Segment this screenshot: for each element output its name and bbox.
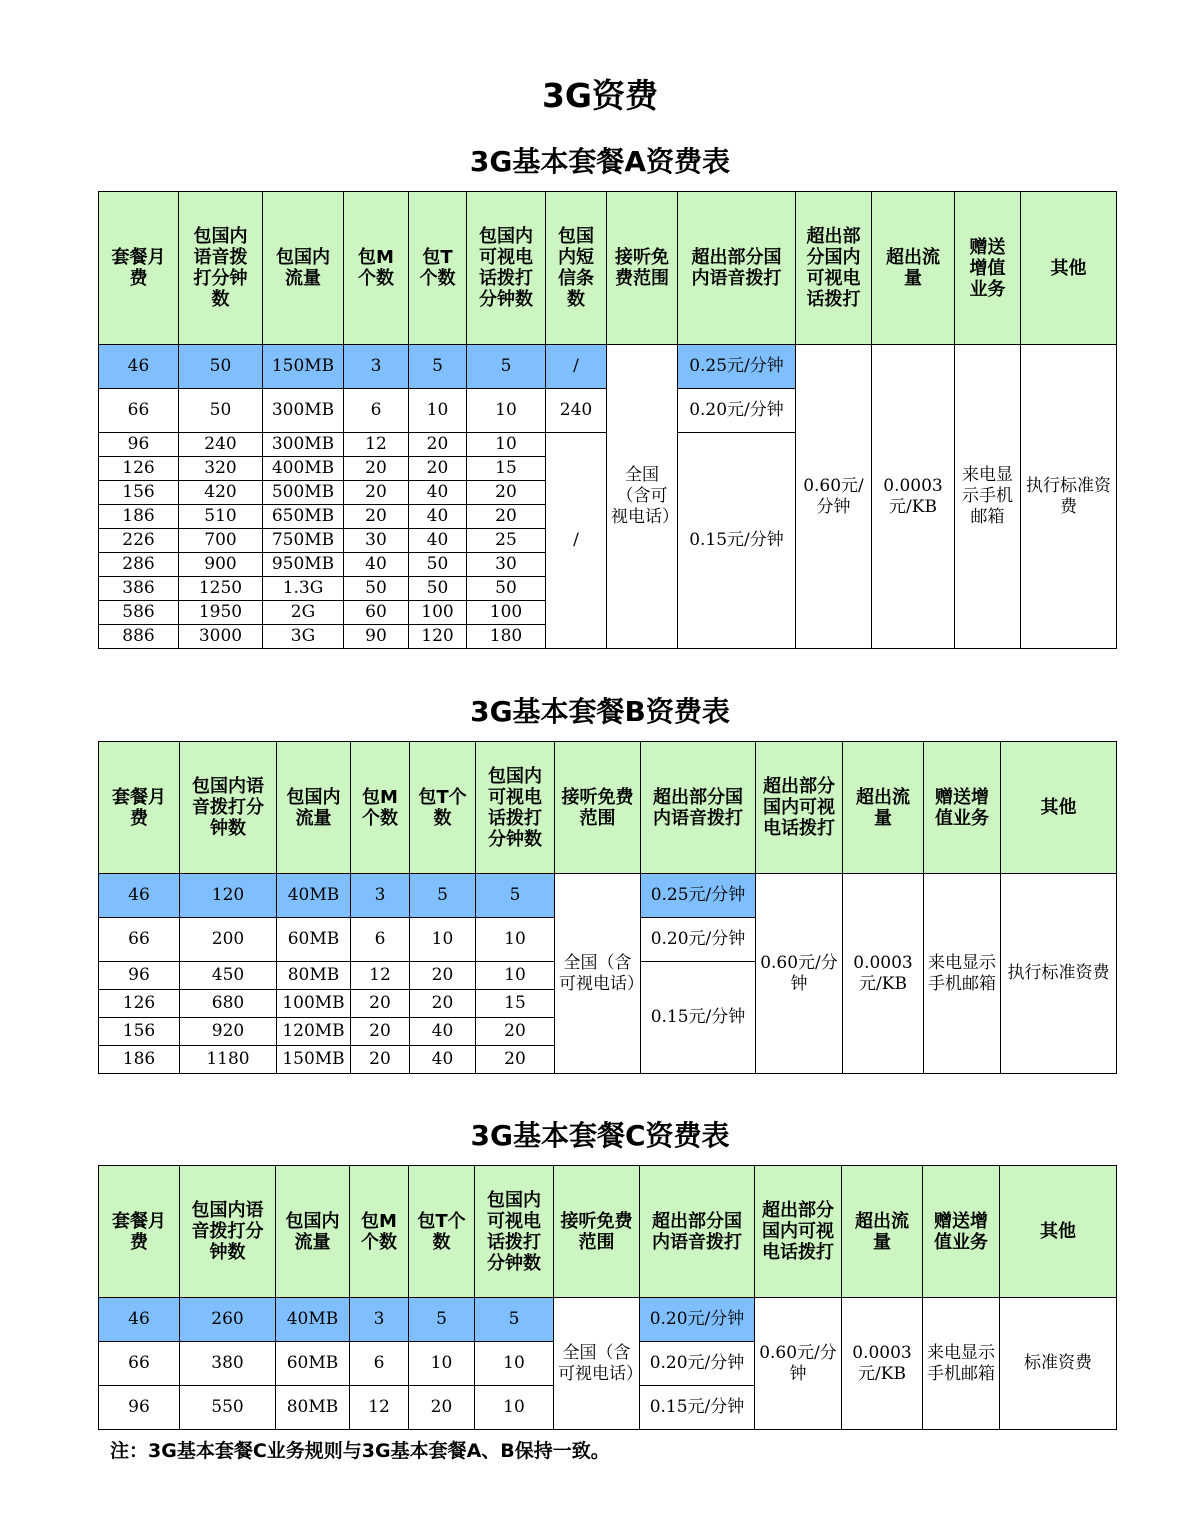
other-cell: 执行标准资费 bbox=[1001, 874, 1117, 1074]
table-cell: 50 bbox=[467, 577, 546, 601]
table-cell: 25 bbox=[467, 529, 546, 553]
header-cell: 接听免费范围 bbox=[554, 1166, 640, 1298]
rate-table-b bbox=[98, 741, 1117, 1074]
header-cell: 包国内可视电话拨打分钟数 bbox=[475, 1166, 554, 1298]
vas-cell: 来电显示手机邮箱 bbox=[923, 1298, 1000, 1430]
table-cell: 96 bbox=[99, 433, 179, 457]
table-cell: 126 bbox=[99, 990, 180, 1018]
table-cell: 10 bbox=[409, 389, 467, 433]
table-cell: 46 bbox=[99, 345, 179, 389]
header-cell: 包T个数 bbox=[409, 192, 467, 345]
table-cell: 20 bbox=[344, 457, 409, 481]
table-cell: 100 bbox=[409, 601, 467, 625]
table-cell: 20 bbox=[409, 457, 467, 481]
table-c-title: 3G基本套餐C资费表 bbox=[470, 1119, 730, 1152]
table-cell: 20 bbox=[351, 990, 410, 1018]
header-cell: 包国内可视电话拨打分钟数 bbox=[476, 742, 555, 874]
table-cell: 40MB bbox=[277, 874, 351, 918]
data-over-cell: 0.0003元/KB bbox=[843, 874, 924, 1074]
voice-over-cell: 0.25元/分钟 bbox=[641, 874, 756, 918]
table-cell: 80MB bbox=[276, 1386, 350, 1430]
table-cell: 3000 bbox=[179, 625, 263, 649]
header-cell: 包M个数 bbox=[350, 1166, 409, 1298]
vas-cell: 来电显示手机邮箱 bbox=[955, 345, 1021, 649]
sms-cell: / bbox=[546, 433, 607, 649]
table-cell: 10 bbox=[467, 389, 546, 433]
table-cell: 46 bbox=[99, 874, 180, 918]
header-cell: 包国内流量 bbox=[277, 742, 351, 874]
table-cell: 20 bbox=[351, 1046, 410, 1074]
header-cell: 包国内流量 bbox=[263, 192, 344, 345]
table-cell: 3 bbox=[351, 874, 410, 918]
table-cell: 3 bbox=[344, 345, 409, 389]
header-cell: 包国内语音拨打分钟数 bbox=[179, 192, 263, 345]
table-cell: 20 bbox=[344, 505, 409, 529]
table-row bbox=[99, 874, 1117, 918]
table-cell: 50 bbox=[344, 577, 409, 601]
table-cell: 50 bbox=[179, 389, 263, 433]
table-cell: 5 bbox=[409, 1298, 475, 1342]
free-receive-cell: 全国（含可视电话） bbox=[555, 874, 641, 1074]
header-cell: 超出流量 bbox=[842, 1166, 923, 1298]
free-receive-cell: 全国（含可视电话） bbox=[554, 1298, 640, 1430]
table-cell: 20 bbox=[467, 481, 546, 505]
table-cell: 156 bbox=[99, 1018, 180, 1046]
table-cell: 60MB bbox=[277, 918, 351, 962]
table-cell: 6 bbox=[350, 1342, 409, 1386]
table-cell: 156 bbox=[99, 481, 179, 505]
table-row bbox=[99, 345, 1117, 389]
table-cell: 40 bbox=[409, 529, 467, 553]
table-cell: 10 bbox=[476, 962, 555, 990]
table-cell: 10 bbox=[409, 1342, 475, 1386]
table-cell: 126 bbox=[99, 457, 179, 481]
header-cell: 包T个数 bbox=[409, 1166, 475, 1298]
video-over-cell: 0.60元/分钟 bbox=[756, 874, 843, 1074]
table-cell: 150MB bbox=[263, 345, 344, 389]
voice-over-cell: 0.25元/分钟 bbox=[678, 345, 796, 389]
table-b-title: 3G基本套餐B资费表 bbox=[470, 695, 730, 728]
table-cell: 5 bbox=[476, 874, 555, 918]
other-cell: 执行标准资费 bbox=[1021, 345, 1117, 649]
table-cell: 20 bbox=[410, 990, 476, 1018]
table-cell: 3 bbox=[350, 1298, 409, 1342]
table-a-title: 3G基本套餐A资费表 bbox=[469, 145, 731, 178]
table-cell: 20 bbox=[467, 505, 546, 529]
table-cell: 586 bbox=[99, 601, 179, 625]
table-cell: 750MB bbox=[263, 529, 344, 553]
header-cell: 超出部分国内可视电话拨打 bbox=[796, 192, 872, 345]
header-cell: 超出流量 bbox=[872, 192, 955, 345]
table-cell: 1250 bbox=[179, 577, 263, 601]
header-cell: 包国内流量 bbox=[276, 1166, 350, 1298]
table-cell: 15 bbox=[476, 990, 555, 1018]
table-cell: 100MB bbox=[277, 990, 351, 1018]
table-cell: 20 bbox=[476, 1046, 555, 1074]
table-cell: 650MB bbox=[263, 505, 344, 529]
vas-cell: 来电显示手机邮箱 bbox=[924, 874, 1001, 1074]
table-cell: 886 bbox=[99, 625, 179, 649]
table-cell: 920 bbox=[180, 1018, 277, 1046]
table-cell: 550 bbox=[180, 1386, 276, 1430]
table-cell: 10 bbox=[467, 433, 546, 457]
header-cell: 包M个数 bbox=[351, 742, 410, 874]
table-cell: 386 bbox=[99, 577, 179, 601]
table-cell: 30 bbox=[344, 529, 409, 553]
table-cell: 40 bbox=[409, 481, 467, 505]
table-cell: 1.3G bbox=[263, 577, 344, 601]
table-cell: 20 bbox=[409, 1386, 475, 1430]
voice-over-cell: 0.15元/分钟 bbox=[640, 1386, 755, 1430]
header-cell: 包M个数 bbox=[344, 192, 409, 345]
table-cell: 240 bbox=[546, 389, 607, 433]
table-cell: 40 bbox=[344, 553, 409, 577]
table-cell: 2G bbox=[263, 601, 344, 625]
rate-table-a bbox=[98, 191, 1117, 649]
header-cell: 赠送增值业务 bbox=[923, 1166, 1000, 1298]
table-cell: 510 bbox=[179, 505, 263, 529]
table-cell: 186 bbox=[99, 1046, 180, 1074]
table-cell: 20 bbox=[410, 962, 476, 990]
voice-over-cell: 0.15元/分钟 bbox=[641, 962, 756, 1074]
table-cell: 240 bbox=[179, 433, 263, 457]
header-cell: 接听免费范围 bbox=[555, 742, 641, 874]
footnote: 注：3G基本套餐C业务规则与3G基本套餐A、B保持一致。 bbox=[110, 1440, 610, 1462]
voice-over-cell: 0.20元/分钟 bbox=[641, 918, 756, 962]
table-cell: 6 bbox=[344, 389, 409, 433]
rate-table-c bbox=[98, 1165, 1117, 1430]
table-cell: 96 bbox=[99, 962, 180, 990]
table-cell: 420 bbox=[179, 481, 263, 505]
header-cell: 超出部分国内语音拨打 bbox=[678, 192, 796, 345]
data-over-cell: 0.0003元/KB bbox=[872, 345, 955, 649]
table-cell: 20 bbox=[409, 433, 467, 457]
table-cell: 90 bbox=[344, 625, 409, 649]
data-over-cell: 0.0003元/KB bbox=[842, 1298, 923, 1430]
table-cell: 200 bbox=[180, 918, 277, 962]
header-cell: 超出部分国内可视电话拨打 bbox=[756, 742, 843, 874]
video-over-cell: 0.60元/分钟 bbox=[796, 345, 872, 649]
header-cell: 包国内语音拨打分钟数 bbox=[180, 1166, 276, 1298]
header-cell: 超出部分国内语音拨打 bbox=[641, 742, 756, 874]
table-row bbox=[99, 1298, 1117, 1342]
table-cell: 20 bbox=[351, 1018, 410, 1046]
table-cell: 180 bbox=[467, 625, 546, 649]
table-cell: 3G bbox=[263, 625, 344, 649]
free-receive-cell: 全国（含可视电话） bbox=[607, 345, 678, 649]
table-cell: 320 bbox=[179, 457, 263, 481]
table-cell: 50 bbox=[409, 577, 467, 601]
video-over-cell: 0.60元/分钟 bbox=[755, 1298, 842, 1430]
header-cell: 套餐月费 bbox=[99, 192, 179, 345]
table-cell: 66 bbox=[99, 389, 179, 433]
table-cell: 20 bbox=[476, 1018, 555, 1046]
table-cell: 96 bbox=[99, 1386, 180, 1430]
header-cell: 套餐月费 bbox=[99, 1166, 180, 1298]
table-cell: 20 bbox=[344, 481, 409, 505]
table-cell: 680 bbox=[180, 990, 277, 1018]
header-cell: 包国内短信条数 bbox=[546, 192, 607, 345]
table-cell: 5 bbox=[467, 345, 546, 389]
table-cell: 5 bbox=[410, 874, 476, 918]
table-cell: 60MB bbox=[276, 1342, 350, 1386]
table-cell: 80MB bbox=[277, 962, 351, 990]
table-cell: 10 bbox=[475, 1342, 554, 1386]
table-cell: 400MB bbox=[263, 457, 344, 481]
table-cell: 50 bbox=[409, 553, 467, 577]
table-cell: 286 bbox=[99, 553, 179, 577]
table-cell: / bbox=[546, 345, 607, 389]
header-cell: 包国内可视电话拨打分钟数 bbox=[467, 192, 546, 345]
table-cell: 300MB bbox=[263, 433, 344, 457]
table-cell: 226 bbox=[99, 529, 179, 553]
table-cell: 30 bbox=[467, 553, 546, 577]
table-cell: 40 bbox=[410, 1046, 476, 1074]
table-cell: 10 bbox=[476, 918, 555, 962]
table-cell: 40 bbox=[409, 505, 467, 529]
table-cell: 120MB bbox=[277, 1018, 351, 1046]
header-cell: 其他 bbox=[1021, 192, 1117, 345]
header-cell: 赠送增值业务 bbox=[924, 742, 1001, 874]
table-cell: 120 bbox=[409, 625, 467, 649]
page-title: 3G资费 bbox=[541, 76, 659, 115]
table-cell: 50 bbox=[179, 345, 263, 389]
table-cell: 150MB bbox=[277, 1046, 351, 1074]
table-cell: 15 bbox=[467, 457, 546, 481]
table-cell: 120 bbox=[180, 874, 277, 918]
header-cell: 超出部分国内可视电话拨打 bbox=[755, 1166, 842, 1298]
table-cell: 100 bbox=[467, 601, 546, 625]
table-cell: 66 bbox=[99, 1342, 180, 1386]
table-cell: 900 bbox=[179, 553, 263, 577]
table-cell: 10 bbox=[475, 1386, 554, 1430]
table-cell: 380 bbox=[180, 1342, 276, 1386]
header-cell: 套餐月费 bbox=[99, 742, 180, 874]
table-cell: 450 bbox=[180, 962, 277, 990]
table-cell: 10 bbox=[410, 918, 476, 962]
table-cell: 12 bbox=[351, 962, 410, 990]
table-cell: 186 bbox=[99, 505, 179, 529]
voice-over-cell: 0.15元/分钟 bbox=[678, 433, 796, 649]
table-cell: 5 bbox=[475, 1298, 554, 1342]
header-cell: 包国内语音拨打分钟数 bbox=[180, 742, 277, 874]
table-cell: 5 bbox=[409, 345, 467, 389]
table-cell: 60 bbox=[344, 601, 409, 625]
header-cell: 其他 bbox=[1001, 742, 1117, 874]
table-cell: 950MB bbox=[263, 553, 344, 577]
table-cell: 1950 bbox=[179, 601, 263, 625]
header-cell: 接听免费范围 bbox=[607, 192, 678, 345]
header-cell: 其他 bbox=[1000, 1166, 1117, 1298]
header-cell: 赠送增值业务 bbox=[955, 192, 1021, 345]
table-cell: 700 bbox=[179, 529, 263, 553]
table-cell: 12 bbox=[344, 433, 409, 457]
voice-over-cell: 0.20元/分钟 bbox=[640, 1342, 755, 1386]
header-cell: 包T个数 bbox=[410, 742, 476, 874]
table-cell: 66 bbox=[99, 918, 180, 962]
other-cell: 标准资费 bbox=[1000, 1298, 1117, 1430]
header-cell: 超出流量 bbox=[843, 742, 924, 874]
table-cell: 46 bbox=[99, 1298, 180, 1342]
table-cell: 260 bbox=[180, 1298, 276, 1342]
table-cell: 12 bbox=[350, 1386, 409, 1430]
table-cell: 40MB bbox=[276, 1298, 350, 1342]
table-cell: 6 bbox=[351, 918, 410, 962]
table-cell: 300MB bbox=[263, 389, 344, 433]
table-cell: 1180 bbox=[180, 1046, 277, 1074]
header-cell: 超出部分国内语音拨打 bbox=[640, 1166, 755, 1298]
table-cell: 500MB bbox=[263, 481, 344, 505]
table-cell: 40 bbox=[410, 1018, 476, 1046]
voice-over-cell: 0.20元/分钟 bbox=[640, 1298, 755, 1342]
voice-over-cell: 0.20元/分钟 bbox=[678, 389, 796, 433]
